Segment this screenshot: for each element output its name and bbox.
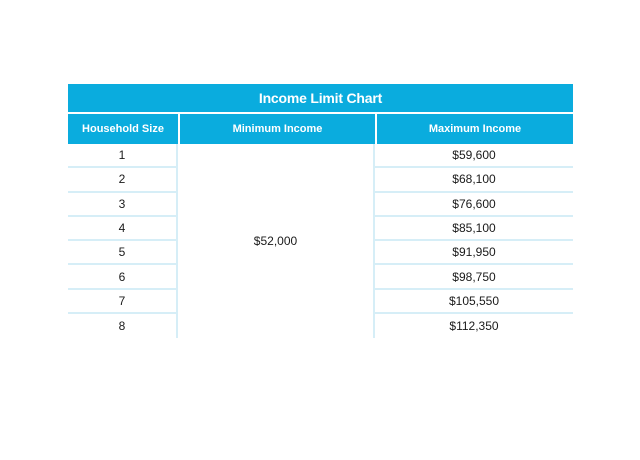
household-size-column [68, 144, 178, 338]
household-size-cell: 5 [68, 241, 176, 265]
minimum-income-column [178, 144, 375, 338]
maximum-income-cell: $98,750 [375, 265, 573, 289]
table-body [68, 144, 573, 338]
income-limit-table [68, 84, 573, 338]
household-size-cell: 3 [68, 193, 176, 217]
maximum-income-cell: $59,600 [375, 144, 573, 168]
maximum-income-cell: $105,550 [375, 290, 573, 314]
household-size-cell: 6 [68, 265, 176, 289]
household-size-cell: 1 [68, 144, 176, 168]
household-size-cell: 4 [68, 217, 176, 241]
household-size-cell: 2 [68, 168, 176, 192]
maximum-income-cell: $112,350 [449, 319, 499, 334]
maximum-income-cell: $68,100 [375, 168, 573, 192]
header-household-size: Household Size [82, 123, 164, 135]
minimum-income-value: $52,000 [253, 234, 298, 249]
table-title: Income Limit Chart [68, 84, 573, 112]
header-maximum-income: Maximum Income [375, 114, 573, 144]
household-size-cell: 7 [68, 290, 176, 314]
header-minimum-income: Minimum Income [178, 114, 375, 144]
maximum-income-cell: $91,950 [375, 241, 573, 265]
household-size-cell: 8 [118, 319, 126, 334]
maximum-income-cell: $76,600 [375, 193, 573, 217]
maximum-income-cell: $85,100 [375, 217, 573, 241]
table-header-row [68, 112, 573, 144]
maximum-income-column [375, 144, 573, 338]
